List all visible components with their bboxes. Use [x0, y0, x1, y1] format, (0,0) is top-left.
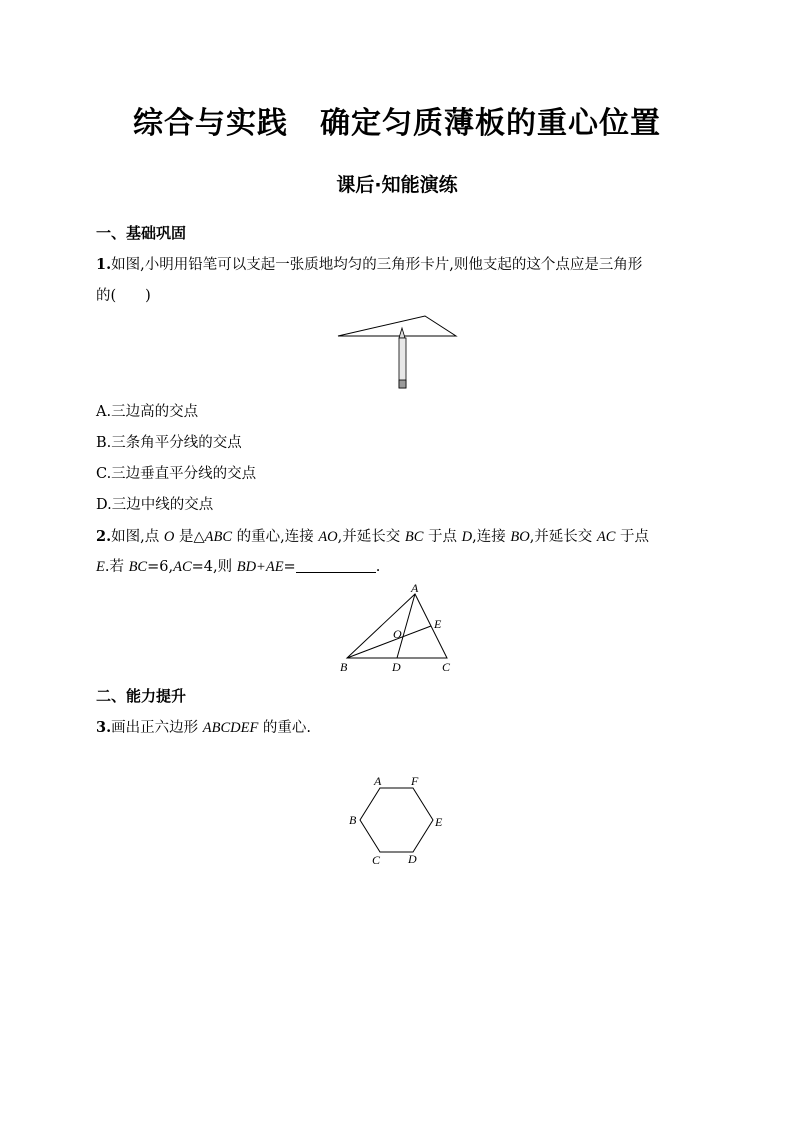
q2-text: 是△	[174, 529, 205, 545]
q2-text: .	[375, 559, 381, 575]
hexagon-abcdef	[360, 788, 433, 852]
title-part-1: 综合与实践	[133, 106, 288, 141]
triangle-abc	[347, 594, 447, 658]
q2-text: 于点	[615, 529, 650, 545]
q2-text: =	[283, 559, 296, 575]
label-e: E	[435, 815, 443, 829]
label-b: B	[349, 813, 357, 827]
q1-number: 1.	[96, 256, 112, 273]
label-d: D	[392, 660, 401, 674]
q2-var: D	[461, 529, 473, 545]
q3-line	[96, 718, 311, 738]
q2-var: AO	[318, 529, 338, 545]
label-d: D	[408, 852, 417, 866]
page-subtitle: 课后·知能演练	[336, 174, 458, 196]
answer-blank[interactable]	[296, 558, 376, 573]
label-o: O	[393, 627, 402, 641]
title-part-2: 确定匀质薄板的重心位置	[320, 106, 661, 141]
q1-line2: 的( )	[96, 288, 151, 304]
q2-text: 如图,点	[111, 529, 164, 545]
label-a: A	[374, 774, 382, 788]
q1-figure-pencil-triangle	[330, 312, 465, 394]
pencil-icon	[399, 328, 406, 388]
q2-text: 的重心,连接	[232, 529, 319, 545]
label-a: A	[411, 582, 419, 595]
q2-text: =4,则	[191, 559, 237, 575]
q2-line1	[96, 527, 649, 547]
q2-line2	[96, 557, 380, 577]
q2-var: BD+AE	[236, 559, 284, 575]
q2-var: AC	[173, 559, 192, 575]
q1-option-b: B.三条角平分线的交点	[96, 435, 242, 451]
median-ad	[397, 594, 415, 658]
q2-text: ,并延长交	[337, 529, 405, 545]
q3-number: 3.	[96, 719, 112, 736]
q2-var: BC	[128, 559, 148, 575]
label-b: B	[340, 660, 348, 674]
q2-var: AC	[596, 529, 616, 545]
label-c: C	[442, 660, 451, 674]
q2-text: ,并延长交	[529, 529, 597, 545]
q1-option-a: A.三边高的交点	[96, 404, 199, 420]
median-be	[347, 626, 431, 658]
q2-number: 2.	[96, 528, 112, 545]
label-e: E	[434, 617, 442, 631]
q2-var: E	[96, 559, 105, 575]
q3-text: 画出正六边形	[111, 720, 203, 736]
q2-text: 于点	[423, 529, 462, 545]
q2-figure-triangle	[335, 582, 460, 677]
q2-var: O	[163, 529, 175, 545]
label-f: F	[411, 774, 419, 788]
q2-var: BC	[404, 529, 424, 545]
q1-text: 如图,小明用铅笔可以支起一张质地均匀的三角形卡片,则他支起的这个点应是三角形	[111, 257, 643, 273]
q3-figure-hexagon	[340, 770, 455, 870]
section-heading-basic: 一、基础巩固	[96, 224, 187, 242]
q2-var: ABC	[204, 529, 232, 545]
page-title	[0, 98, 794, 142]
q3-text: 的重心.	[258, 720, 312, 736]
q2-text: .若	[104, 559, 129, 575]
q1-option-d: D.三边中线的交点	[96, 497, 214, 513]
q3-var: ABCDEF	[202, 720, 259, 736]
label-c: C	[372, 853, 381, 867]
q2-text: =6,	[147, 559, 174, 575]
triangle-card	[338, 316, 456, 336]
q1-option-c: C.三边垂直平分线的交点	[96, 466, 257, 482]
q1-line1	[96, 255, 642, 275]
section-heading-advanced: 二、能力提升	[96, 687, 187, 705]
q2-var: BO	[510, 529, 530, 545]
q2-text: ,连接	[472, 529, 511, 545]
